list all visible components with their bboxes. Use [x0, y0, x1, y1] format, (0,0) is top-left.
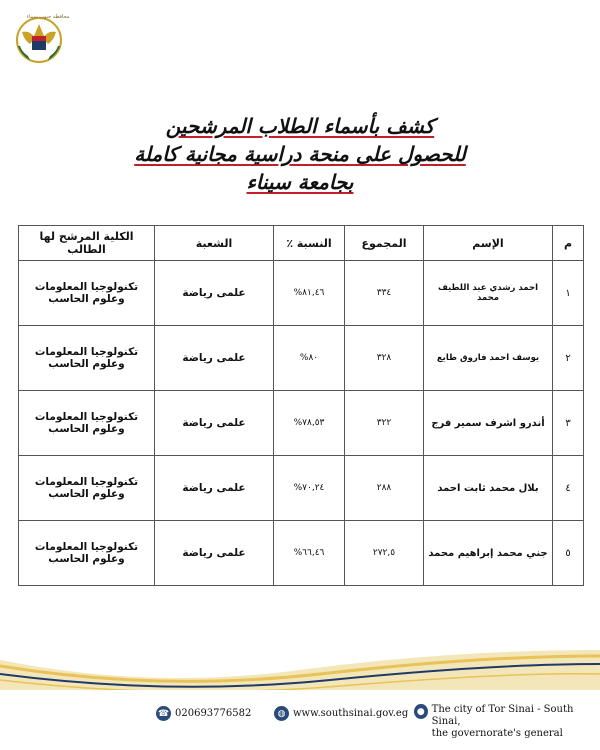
student-branch: علمى رياضة [155, 391, 274, 456]
governorate-logo [8, 6, 70, 68]
student-branch: علمى رياضة [155, 521, 274, 586]
student-percentage: ٨١,٤٦% [274, 261, 345, 326]
student-total: ٢٧٢,٥ [345, 521, 424, 586]
address-line-2: the governorate's general [431, 728, 563, 739]
footer-wave-decoration [0, 630, 600, 690]
title-line-2: للحصول على منحة دراسية مجانية كاملة [134, 142, 466, 166]
candidates-table-wrap [18, 225, 584, 586]
footer-contact [150, 700, 590, 740]
table-row [19, 391, 584, 456]
student-percentage: ٨٠% [274, 326, 345, 391]
header-name: الإسم [424, 226, 553, 261]
address-line-1: The city of Tor Sinai - South Sinai, [431, 704, 574, 727]
row-index: ٢ [553, 326, 584, 391]
student-branch: علمى رياضة [155, 326, 274, 391]
logo-caption: محافظة جنوب سيناء [26, 14, 70, 20]
phone-icon: ☎ [156, 706, 171, 721]
footer-phone [156, 706, 251, 721]
student-total: ٣٣٤ [345, 261, 424, 326]
row-index: ٤ [553, 456, 584, 521]
header-college: الكلية المرشح لها الطالب [19, 226, 155, 261]
table-header-row [19, 226, 584, 261]
header-index: م [553, 226, 584, 261]
table-row [19, 456, 584, 521]
student-name: أندرو اشرف سمير فرج [424, 391, 553, 456]
table-row [19, 326, 584, 391]
student-name: احمد رشدي عبد اللطيف محمد [424, 261, 553, 326]
student-percentage: ٧٠,٢٤% [274, 456, 345, 521]
student-total: ٣٢٨ [345, 326, 424, 391]
row-index: ٥ [553, 521, 584, 586]
student-name: يوسف احمد فاروق طايع [424, 326, 553, 391]
student-total: ٣٢٢ [345, 391, 424, 456]
student-college: تكنولوجيا المعلومات وعلوم الحاسب [19, 456, 155, 521]
document-title [100, 112, 500, 196]
globe-icon: ◍ [274, 706, 289, 721]
title-line-3: بجامعة سيناء [246, 170, 354, 194]
phone-number: 020693776582 [175, 708, 252, 719]
location-pin-icon: ● [414, 704, 428, 719]
candidates-table [18, 225, 584, 586]
student-college: تكنولوجيا المعلومات وعلوم الحاسب [19, 326, 155, 391]
row-index: ١ [553, 261, 584, 326]
table-row [19, 521, 584, 586]
student-name: جني محمد إبراهيم محمد [424, 521, 553, 586]
footer-website[interactable] [274, 706, 408, 721]
footer-address [414, 704, 590, 740]
student-percentage: ٦٦,٤٦% [274, 521, 345, 586]
header-total: المجموع [345, 226, 424, 261]
student-percentage: ٧٨,٥٣% [274, 391, 345, 456]
title-line-1: كشف بأسماء الطلاب المرشحين [165, 114, 435, 138]
student-branch: علمى رياضة [155, 261, 274, 326]
website-link[interactable]: www.southsinai.gov.eg [293, 708, 409, 719]
header-branch: الشعبة [155, 226, 274, 261]
table-row [19, 261, 584, 326]
student-college: تكنولوجيا المعلومات وعلوم الحاسب [19, 261, 155, 326]
student-name: بلال محمد ثابت احمد [424, 456, 553, 521]
student-branch: علمى رياضة [155, 456, 274, 521]
row-index: ٣ [553, 391, 584, 456]
student-college: تكنولوجيا المعلومات وعلوم الحاسب [19, 521, 155, 586]
header-percentage: النسبة ٪ [274, 226, 345, 261]
student-total: ٢٨٨ [345, 456, 424, 521]
student-college: تكنولوجيا المعلومات وعلوم الحاسب [19, 391, 155, 456]
